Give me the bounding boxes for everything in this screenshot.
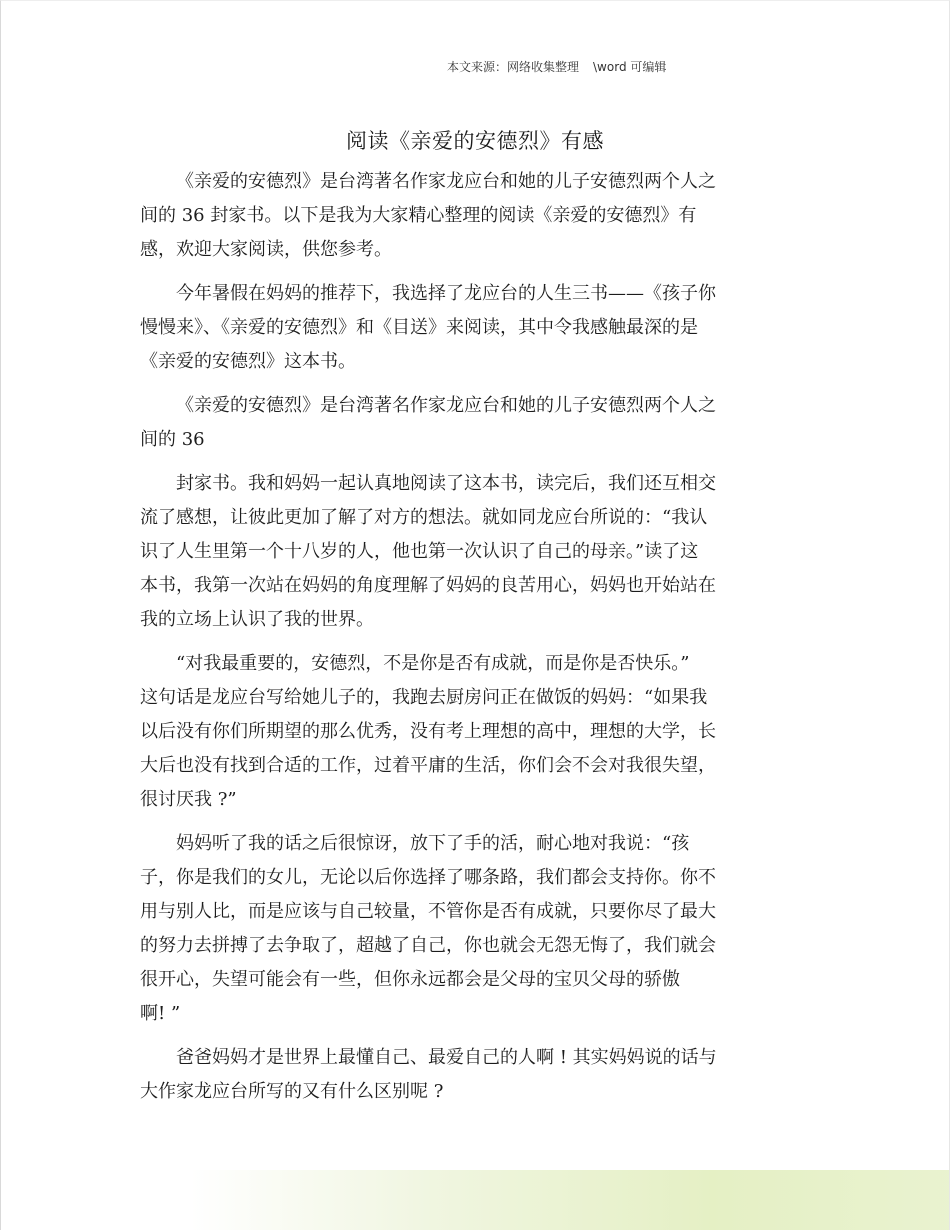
header-editable-text: \word 可编辑 (593, 60, 667, 74)
paragraph-line: 识了人生里第一个十八岁的人，他也第一次认识了自己的母亲。”读了这 (140, 541, 699, 562)
paragraph-line: 妈妈听了我的话之后很惊讶，放下了手的活，耐心地对我说：“孩 (176, 833, 690, 854)
paragraph-line: 间的 36 封家书。以下是我为大家精心整理的阅读《亲爱的安德烈》有 (140, 205, 697, 226)
paragraph-line: 子，你是我们的女儿，无论以后你选择了哪条路，我们都会支持你。你不 (140, 867, 716, 888)
paragraph-line: 爸爸妈妈才是世界上最懂自己、最爱自己的人啊 ! 其实妈妈说的话与 (176, 1047, 717, 1068)
paragraph (140, 165, 790, 267)
decorative-bottom-band (1, 1170, 949, 1230)
paragraph (140, 277, 790, 379)
paragraph-line: 间的 36 (140, 429, 205, 450)
paragraph-line: 大作家龙应台所写的又有什么区别呢 ? (140, 1081, 444, 1102)
paragraph (140, 467, 790, 637)
header-source-text: 本文来源：网络收集整理 (447, 60, 580, 74)
paragraph-line: 大后也没有找到合适的工作，过着平庸的生活，你们会不会对我很失望， (140, 755, 716, 776)
paragraph (140, 827, 790, 1031)
paragraph-line: 封家书。我和妈妈一起认真地阅读了这本书，读完后，我们还互相交 (176, 473, 716, 494)
paragraph-line: 流了感想，让彼此更加了解了对方的想法。就如同龙应台所说的：“我认 (140, 507, 708, 528)
paragraph-line: 以后没有你们所期望的那么优秀，没有考上理想的高中，理想的大学，长 (140, 721, 716, 742)
paragraph (140, 389, 790, 457)
paragraph-line: 《亲爱的安德烈》是台湾著名作家龙应台和她的儿子安德烈两个人之 (176, 171, 716, 192)
paragraph (140, 647, 790, 817)
paragraph-line: 《亲爱的安德烈》是台湾著名作家龙应台和她的儿子安德烈两个人之 (176, 395, 716, 416)
paragraph-line: 这句话是龙应台写给她儿子的，我跑去厨房问正在做饭的妈妈：“如果我 (140, 687, 708, 708)
paragraph-line: 感，欢迎大家阅读，供您参考。 (140, 239, 392, 260)
paragraph-line: 啊! ” (140, 1003, 181, 1024)
paragraph-line: 的努力去拼搏了去争取了，超越了自己，你也就会无怨无悔了，我们就会 (140, 935, 716, 956)
paragraph-line: 很讨厌我 ?” (140, 789, 237, 810)
paragraph-line: 我的立场上认识了我的世界。 (140, 609, 374, 630)
header-note (447, 58, 666, 75)
paragraph-line: 慢慢来》、《亲爱的安德烈》和《目送》来阅读，其中令我感触最深的是 (140, 317, 698, 338)
paragraph-line: 本书，我第一次站在妈妈的角度理解了妈妈的良苦用心，妈妈也开始站在 (140, 575, 716, 596)
paragraph-line: 用与别人比，而是应该与自己较量，不管你是否有成就，只要你尽了最大 (140, 901, 716, 922)
paragraph-line: 今年暑假在妈妈的推荐下，我选择了龙应台的人生三书——《孩子你 (176, 283, 716, 304)
paragraph-line: “对我最重要的，安德烈，不是你是否有成就，而是你是否快乐。” (176, 653, 690, 674)
paragraph-line: 《亲爱的安德烈》这本书。 (140, 351, 356, 372)
document-body (140, 165, 790, 1119)
paragraph-line: 很开心，失望可能会有一些，但你永远都会是父母的宝贝父母的骄傲 (140, 969, 680, 990)
document-title: 阅读《亲爱的安德烈》有感 (346, 129, 604, 153)
paragraph (140, 1041, 790, 1109)
